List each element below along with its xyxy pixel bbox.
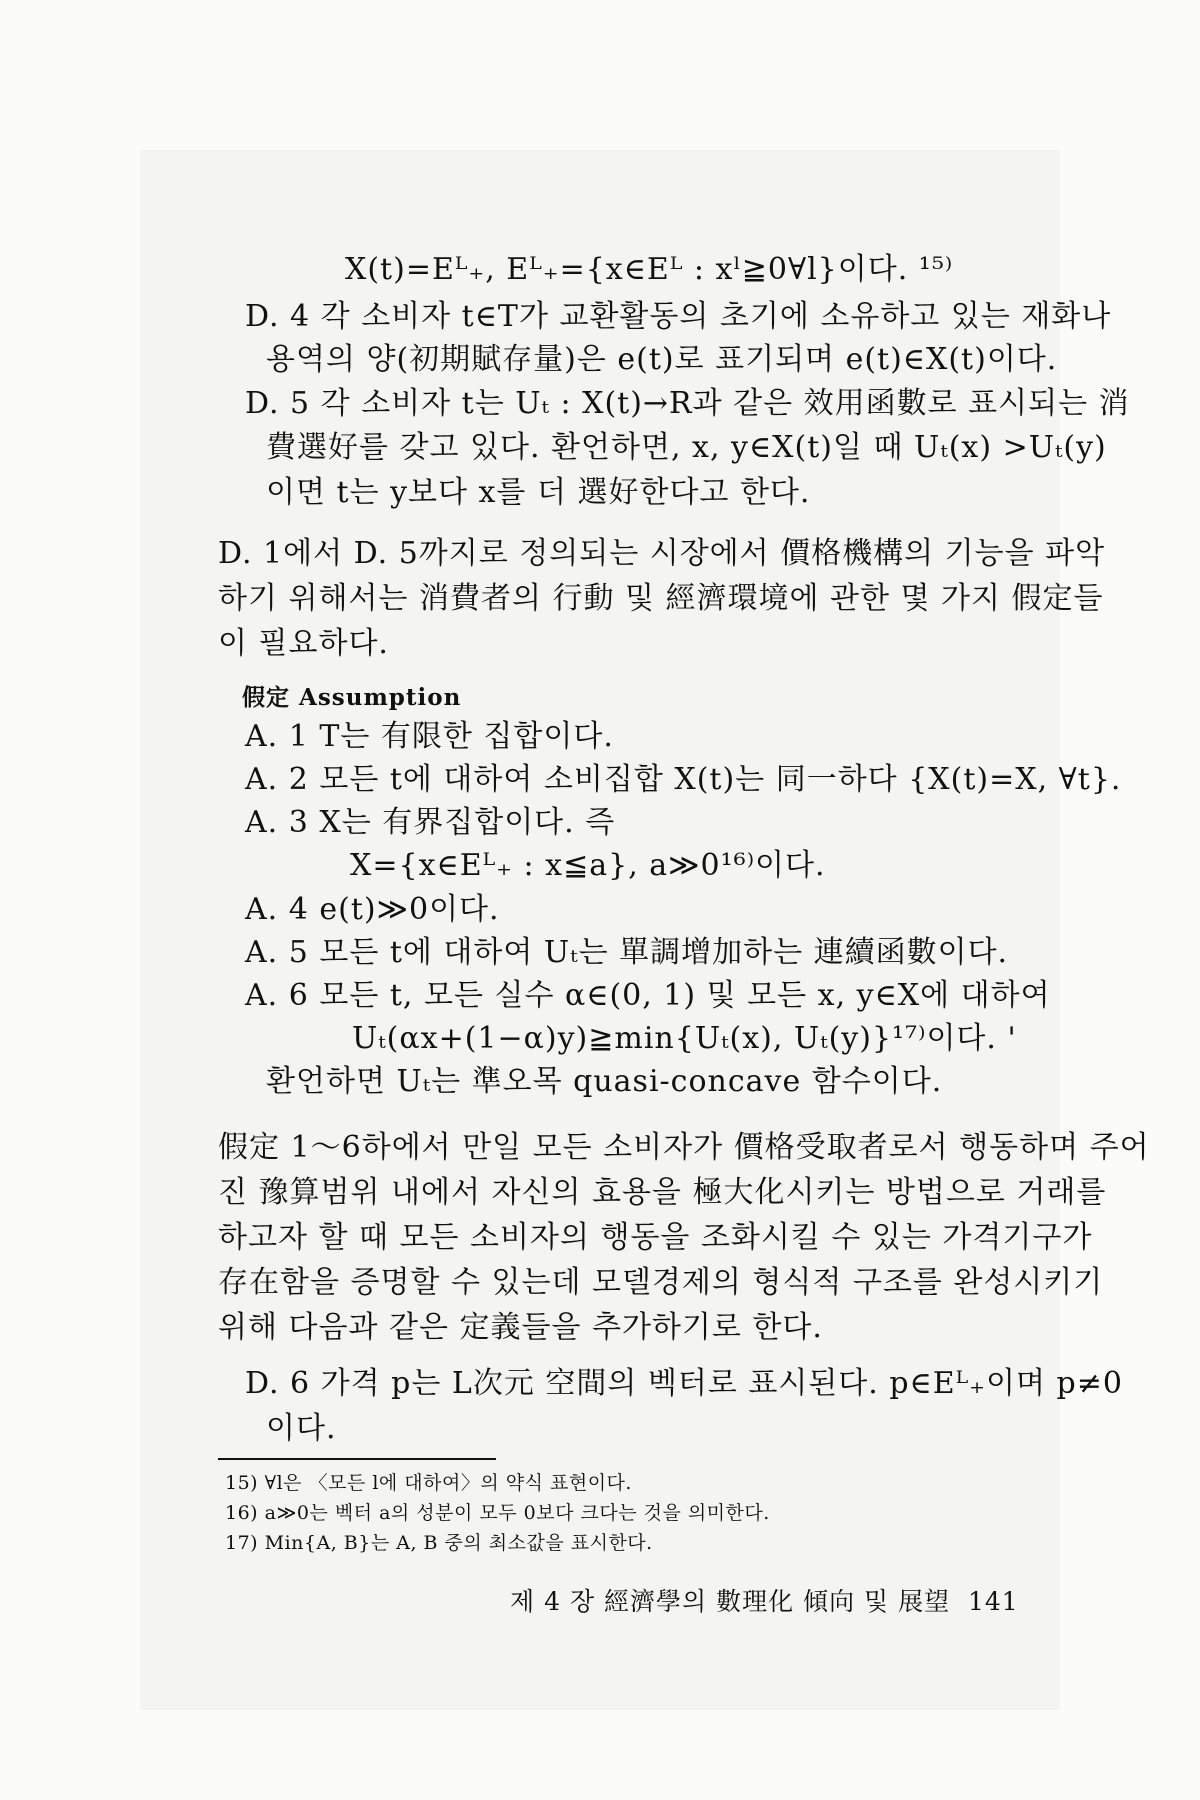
paragraph-line: D. 1에서 D. 5까지로 정의되는 시장에서 價格機構의 기능을 파악 [218,536,1106,571]
paragraph-line: 위해 다음과 같은 定義들을 추가하기로 한다. [218,1310,823,1345]
assumption-a3: A. 3 X는 有界집합이다. 즉 [245,805,616,840]
assumption-a2: A. 2 모든 t에 대하여 소비집합 X(t)는 同一하다 {X(t)=X, ∀t}. [245,762,1122,797]
running-footer: 제 4 장 經濟學의 數理化 傾向 및 展望 [510,1587,951,1616]
paragraph-line: 存在함을 증명할 수 있는데 모델경제의 형식적 구조를 완성시키기 [218,1265,1104,1300]
equation-line: X(t)=Eᴸ₊, Eᴸ₊={x∈Eᴸ : xˡ≧0∀l}이다. ¹⁵⁾ [345,252,954,287]
paragraph-line: 하고자 할 때 모든 소비자의 행동을 조화시킬 수 있는 가격기구가 [218,1220,1093,1255]
equation-line: Uₜ(αx+(1−α)y)≧min{Uₜ(x), Uₜ(y)}¹⁷⁾이다. ' [352,1021,1017,1056]
footnote-divider [218,1458,496,1460]
paragraph-line: 하기 위해서는 消費者의 行動 및 經濟環境에 관한 몇 가지 假定들 [218,581,1104,616]
paragraph-line: 假定 1～6하에서 만일 모든 소비자가 價格受取者로서 행동하며 주어 [218,1130,1150,1165]
assumption-heading: 假定 Assumption [242,684,462,711]
equation-line: X={x∈Eᴸ₊ : x≦a}, a≫0¹⁶⁾이다. [350,848,826,883]
page-number: 141 [968,1587,1019,1616]
assumption-a6: A. 6 모든 t, 모든 실수 α∈(0, 1) 및 모든 x, y∈X에 대하여 [245,978,1051,1013]
text-line: 환언하면 Uₜ는 準오목 quasi-concave 함수이다. [266,1064,943,1099]
footnote-16: 16) a≫0는 벡터 a의 성분이 모두 0보다 크다는 것을 의미한다. [225,1502,770,1524]
definition-d6: D. 6 가격 p는 L次元 空間의 벡터로 표시된다. p∈Eᴸ₊이며 p≠0 [245,1366,1123,1401]
text-line: 이면 t는 y보다 x를 더 選好한다고 한다. [266,475,811,510]
text-line: 이다. [266,1411,337,1446]
assumption-a4: A. 4 e(t)≫0이다. [245,892,500,927]
paragraph-line: 이 필요하다. [218,626,389,661]
definition-d5: D. 5 각 소비자 t는 Uₜ : X(t)→R과 같은 效用函數로 표시되는 消 [245,386,1130,421]
footnote-15: 15) ∀l은 〈모든 l에 대하여〉의 약식 표현이다. [225,1472,632,1494]
text-line: 費選好를 갖고 있다. 환언하면, x, y∈X(t)일 때 Uₜ(x) >Uₜ(y) [266,430,1107,465]
paragraph-line: 진 豫算범위 내에서 자신의 효용을 極大化시키는 방법으로 거래를 [218,1175,1107,1210]
assumption-a1: A. 1 T는 有限한 집합이다. [245,719,614,754]
text-line: 용역의 양(初期賦存量)은 e(t)로 표기되며 e(t)∈X(t)이다. [266,342,1058,377]
definition-d4: D. 4 각 소비자 t∈T가 교환활동의 초기에 소유하고 있는 재화나 [245,299,1112,334]
footnote-17: 17) Min{A, B}는 A, B 중의 최소값을 표시한다. [225,1532,653,1554]
assumption-a5: A. 5 모든 t에 대하여 Uₜ는 單調增加하는 連續函數이다. [245,935,1009,970]
